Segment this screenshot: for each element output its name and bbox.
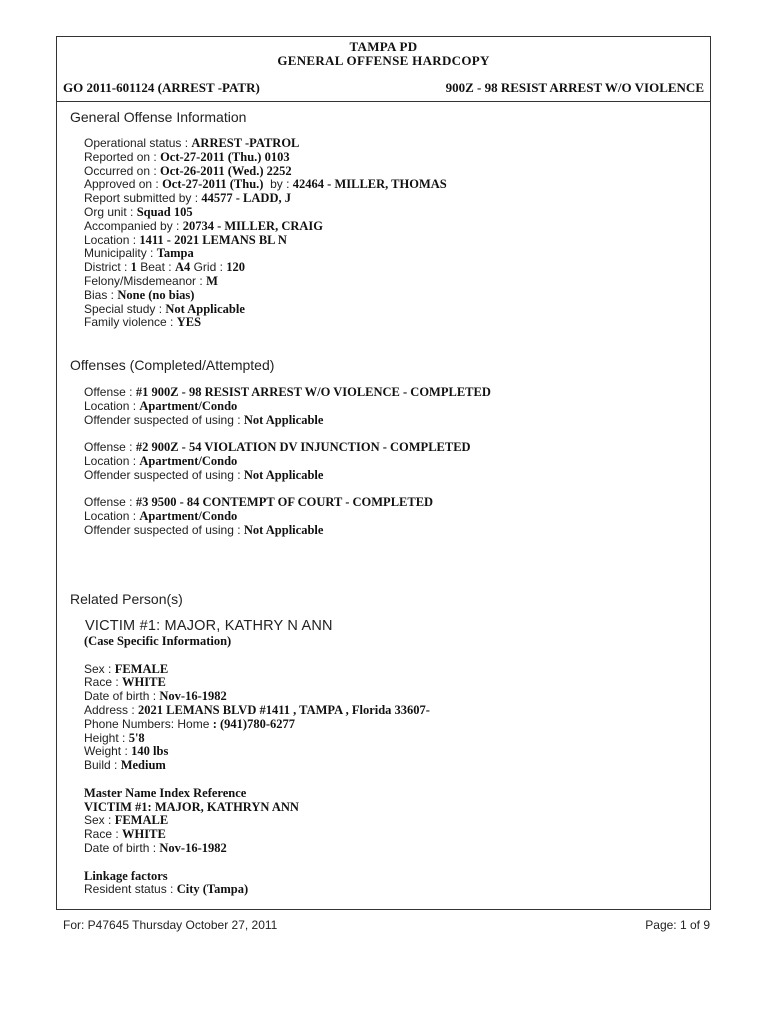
- field-label: Phone Numbers: Home: [84, 716, 213, 731]
- field-label: Date of birth :: [84, 689, 160, 704]
- offense-label: Offense :: [84, 385, 136, 399]
- field-value: A4: [174, 260, 191, 275]
- master-row: [84, 828, 430, 842]
- offense-value: #3 9500 - 84 CONTEMPT OF COURT - COMPLETED: [135, 495, 434, 509]
- document-title: GENERAL OFFENSE HARDCOPY: [277, 53, 490, 68]
- field-value: Not Applicable: [165, 301, 245, 316]
- offense-label: Offense :: [84, 495, 136, 509]
- field-label: Race :: [84, 675, 123, 690]
- master-index-heading: Master Name Index Reference: [84, 785, 247, 800]
- field-label: Date of birth :: [84, 840, 160, 855]
- field-label: Address :: [84, 702, 139, 717]
- offense-value: #2 900Z - 54 VIOLATION DV INJUNCTION - COMPLETED: [135, 440, 471, 454]
- victim-row: [84, 718, 430, 732]
- offenses-heading: Offenses (Completed/Attempted): [70, 357, 275, 373]
- field-label: District :: [84, 260, 131, 275]
- field-value: FEMALE: [114, 661, 169, 676]
- location-label: Location :: [84, 508, 140, 523]
- field-label: by :: [263, 177, 293, 192]
- field-value: 5'8: [128, 730, 145, 745]
- general-row: [84, 206, 447, 220]
- field-value: 20734 - MILLER, CRAIG: [182, 218, 324, 233]
- field-label: Build :: [84, 758, 121, 773]
- offense-item: [84, 386, 491, 427]
- field-value: Tampa: [156, 246, 194, 261]
- master-row: [84, 842, 430, 856]
- field-value: 44577 - LADD, J: [201, 191, 291, 206]
- field-value: Medium: [120, 758, 166, 773]
- field-label: Sex :: [84, 661, 115, 676]
- field-value: Oct-26-2011 (Wed.) 2252: [160, 163, 292, 178]
- field-label: Grid :: [190, 260, 227, 275]
- field-label: Bias :: [84, 287, 118, 302]
- field-label: Family violence :: [84, 315, 177, 330]
- field-label: Reported on :: [84, 149, 161, 164]
- suspected-value: Not Applicable: [243, 522, 324, 537]
- suspected-label: Offender suspected of using :: [84, 522, 244, 537]
- offense-code: 900Z - 98 RESIST ARREST W/O VIOLENCE: [445, 80, 704, 95]
- field-label: Occurred on :: [84, 163, 161, 178]
- field-label: Report submitted by :: [84, 191, 202, 206]
- general-row: [84, 234, 447, 248]
- general-row: [84, 192, 447, 206]
- case-specific-label: (Case Specific Information): [84, 634, 232, 648]
- field-label: Accompanied by :: [84, 218, 183, 233]
- general-row: [84, 151, 447, 165]
- document-header: [57, 37, 710, 102]
- field-label: Resident status :: [84, 882, 177, 897]
- field-value: ARREST -PATROL: [191, 136, 300, 150]
- field-label: Org unit :: [84, 204, 137, 219]
- suspected-label: Offender suspected of using :: [84, 412, 244, 427]
- general-info-heading: General Offense Information: [70, 109, 247, 125]
- general-row: [84, 137, 447, 151]
- field-label: Sex :: [84, 813, 115, 828]
- field-value: WHITE: [122, 827, 166, 842]
- master-row: [84, 814, 430, 828]
- general-row: [84, 316, 447, 330]
- field-value: 120: [226, 260, 245, 275]
- field-value: Nov-16-1982: [159, 689, 227, 704]
- field-label: Height :: [84, 730, 129, 745]
- field-value: 1: [130, 260, 137, 275]
- field-value: Oct-27-2011 (Thu.): [162, 177, 264, 192]
- general-row: [84, 303, 447, 317]
- page-footer: [63, 918, 710, 932]
- victim-row: [84, 663, 430, 677]
- location-value: Apartment/Condo: [139, 508, 238, 523]
- location-label: Location :: [84, 453, 140, 468]
- victim-title: VICTIM #1: MAJOR, KATHRY N ANN: [85, 618, 333, 634]
- victim-row: [84, 759, 430, 773]
- document-body: [57, 101, 710, 909]
- field-value: None (no bias): [117, 287, 195, 302]
- go-number: GO 2011-601124 (ARREST -PATR): [63, 80, 260, 95]
- field-value: 42464 - MILLER, THOMAS: [292, 177, 447, 192]
- field-label: Weight :: [84, 744, 132, 759]
- suspected-value: Not Applicable: [243, 467, 324, 482]
- field-value: M: [206, 273, 218, 288]
- offense-item: [84, 496, 433, 537]
- field-value: 140 lbs: [131, 744, 169, 759]
- field-label: Special study :: [84, 301, 166, 316]
- suspected-value: Not Applicable: [243, 412, 324, 427]
- location-value: Apartment/Condo: [139, 398, 238, 413]
- offense-label: Offense :: [84, 440, 136, 454]
- field-label: Approved on :: [84, 177, 163, 192]
- field-label: Race :: [84, 827, 123, 842]
- field-value: Nov-16-1982: [159, 840, 227, 855]
- field-value: 2021 LEMANS BLVD #1411 , TAMPA , Florida 33607-: [138, 702, 430, 717]
- field-value: Squad 105: [136, 204, 193, 219]
- victim-case-block: [84, 635, 430, 897]
- master-victim-name: VICTIM #1: MAJOR, KATHRYN ANN: [84, 799, 299, 814]
- field-label: Beat :: [136, 260, 175, 275]
- related-persons-heading: Related Person(s): [70, 591, 183, 607]
- location-value: Apartment/Condo: [139, 453, 238, 468]
- location-label: Location :: [84, 398, 140, 413]
- victim-row: [84, 690, 430, 704]
- general-row: [84, 275, 447, 289]
- linkage-row: [84, 883, 430, 897]
- suspected-label: Offender suspected of using :: [84, 467, 244, 482]
- field-value: YES: [176, 315, 202, 330]
- offense-value: #1 900Z - 98 RESIST ARREST W/O VIOLENCE - COMPLETED: [135, 385, 491, 399]
- offense-item: [84, 441, 471, 482]
- general-row: [84, 247, 447, 261]
- general-row: [84, 178, 447, 192]
- hardcopy-sheet: [56, 36, 711, 910]
- linkage-heading: Linkage factors: [84, 868, 168, 883]
- field-label: Operational status :: [84, 136, 192, 150]
- general-row: [84, 165, 447, 179]
- field-value: 1411 - 2021 LEMANS BL N: [139, 232, 287, 247]
- field-value: Oct-27-2011 (Thu.) 0103: [160, 149, 290, 164]
- page-number: Page: 1 of 9: [645, 918, 710, 932]
- general-info-block: [84, 137, 447, 330]
- field-label: Municipality :: [84, 246, 157, 261]
- field-value: WHITE: [122, 675, 166, 690]
- field-value: : (941)780-6277: [212, 716, 296, 731]
- victim-row: [84, 745, 430, 759]
- general-row: [84, 261, 447, 275]
- general-row: [84, 289, 447, 303]
- victim-row: [84, 704, 430, 718]
- field-value: FEMALE: [114, 813, 169, 828]
- agency-name: TAMPA PD: [349, 39, 418, 54]
- victim-row: [84, 676, 430, 690]
- victim-row: [84, 732, 430, 746]
- field-label: Location :: [84, 232, 140, 247]
- field-value: City (Tampa): [176, 882, 249, 897]
- footer-printed-for: For: P47645 Thursday October 27, 2011: [63, 918, 278, 932]
- general-row: [84, 220, 447, 234]
- field-label: Felony/Misdemeanor :: [84, 273, 207, 288]
